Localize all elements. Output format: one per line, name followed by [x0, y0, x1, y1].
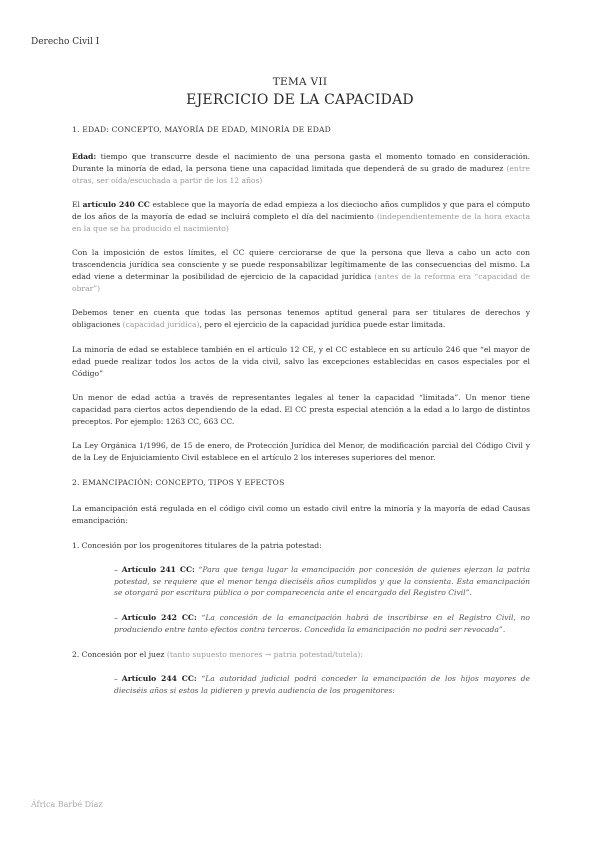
paragraph-minoria: La minoría de edad se establece también en el artículo 12 CE, y el CC establece en su artículo 246 que “el mayor de edad puede realizar todos los actos de la vida civil, salvo las excepciones establecidas en casos especiales por el Código” — [72, 344, 530, 378]
aside-note: (capacidad jurídica) — [122, 320, 200, 330]
paragraph-menor-representantes: Un menor de edad actúa a través de representantes legales al tener la capacidad “limitada”. Un menor tiene capacidad para ciertos actos dependiendo de la edad. El CC presta especial atención a la edad a lo largo de distintos preceptos. Por ejemplo: 1263 CC, 663 CC. — [72, 393, 530, 426]
quote-articulo-241: – Artículo 241 CC: “Para que tenga lugar la emancipación por concesión de quienes ejerzan la patria potestad, se requiere que el menor tenga dieciséis años cumplidos y que la consienta. Esta emancipación se otorgará por escritura pública o por comparecencia ante el encargado del Registro Civil”. — [114, 564, 530, 598]
list-item-progenitores: 1. Concesión por los progenitores titulares de la patria potestad: — [72, 540, 322, 550]
running-header: Derecho Civil I — [31, 37, 100, 47]
page-title: EJERCICIO DE LA CAPACIDAD — [186, 92, 414, 108]
paragraph-articulo-240: El artículo 240 CC establece que la mayoría de edad empieza a los dieciocho años cumplidos y que para el cómputo de los años de la mayoría de edad se incluirá completo el día del nacimiento (independientemente de la hora exacta en la que se ha producido el nacimiento) — [72, 200, 530, 233]
list-item-juez: 2. Concesión por el juez (tanto supuesto menores → patria potestad/tutela): — [72, 650, 363, 660]
article-reference: Artículo 241 CC: — [121, 564, 195, 574]
term-edad: Edad: — [72, 151, 97, 161]
section-heading-emancipacion: 2. EMANCIPACIÓN: CONCEPTO, TIPOS Y EFECTOS — [72, 477, 285, 487]
article-reference: Artículo 244 CC: — [121, 674, 197, 684]
author-footer: África Barbé Díaz — [31, 800, 103, 809]
aside-note: (entre otras, ser oída/escuchada a partir de los 12 años) — [72, 163, 530, 185]
paragraph-limites: Con la imposición de estos límites, el CC quiere cerciorarse de que la persona que lleva a cabo un acto con trascendencia jurídica sea consciente y se puede responsabilizar legítimamente de las consecuencias del mismo. La edad viene a determinar la posibilidad de ejercicio de la capacidad jurídica (antes de la reforma era “capacidad de obrar”) — [72, 248, 530, 294]
quote-articulo-242: – Artículo 242 CC: “La concesión de la emancipación habrá de inscribirse en el Registro Civil, no produciendo entre tanto efectos contra terceros. Concedida la emancipación no podrá ser revocada”. — [114, 613, 530, 635]
chapter-number: TEMA VII — [272, 76, 328, 88]
paragraph-edad-definition: Edad: tiempo que transcurre desde el nacimiento de una persona gasta el momento tomado en consideración. Durante la minoría de edad, la persona tiene una capacidad limitada que dependerá de su grado de madurez (entre otras, ser oída/escuchada a partir de los 12 años) — [72, 151, 530, 185]
article-reference: Artículo 242 CC: — [121, 613, 197, 623]
paragraph-emancipacion: La emancipación está regulada en el código civil como un estado civil entre la minoría y la mayoría de edad Causas emancipación: — [72, 504, 530, 526]
quote-articulo-244: – Artículo 244 CC: “La autoridad judicial podrá conceder la emancipación de los hijos mayores de dieciséis años si estos la pidieren y previa audiencia de los progenitores: — [114, 674, 530, 695]
section-heading-edad: 1. EDAD: CONCEPTO, MAYORÍA DE EDAD, MINORÍA DE EDAD — [72, 125, 331, 134]
paragraph-aptitud: Debemos tener en cuenta que todas las personas tenemos aptitud general para ser titulares de derechos y obligaciones (capacidad jurídica), pero el ejercicio de la capacidad jurídica puede estar limitada. — [72, 308, 530, 330]
paragraph-ley-organica: La Ley Orgánica 1/1996, de 15 de enero, de Protección Jurídica del Menor, de modificación parcial del Código Civil y de la Ley de Enjuiciamiento Civil establece en el artículo 2 los intereses superiores del menor. — [72, 441, 530, 463]
aside-note: (tanto supuesto menores → patria potestad/tutela): — [166, 650, 363, 660]
document-body — [72, 124, 530, 710]
aside-note: (independientemente de la hora exacta en la que se ha producido el nacimiento) — [72, 212, 530, 233]
article-reference: artículo 240 CC — [82, 200, 150, 210]
aside-note: (antes de la reforma era “capacidad de obrar”) — [72, 272, 530, 294]
